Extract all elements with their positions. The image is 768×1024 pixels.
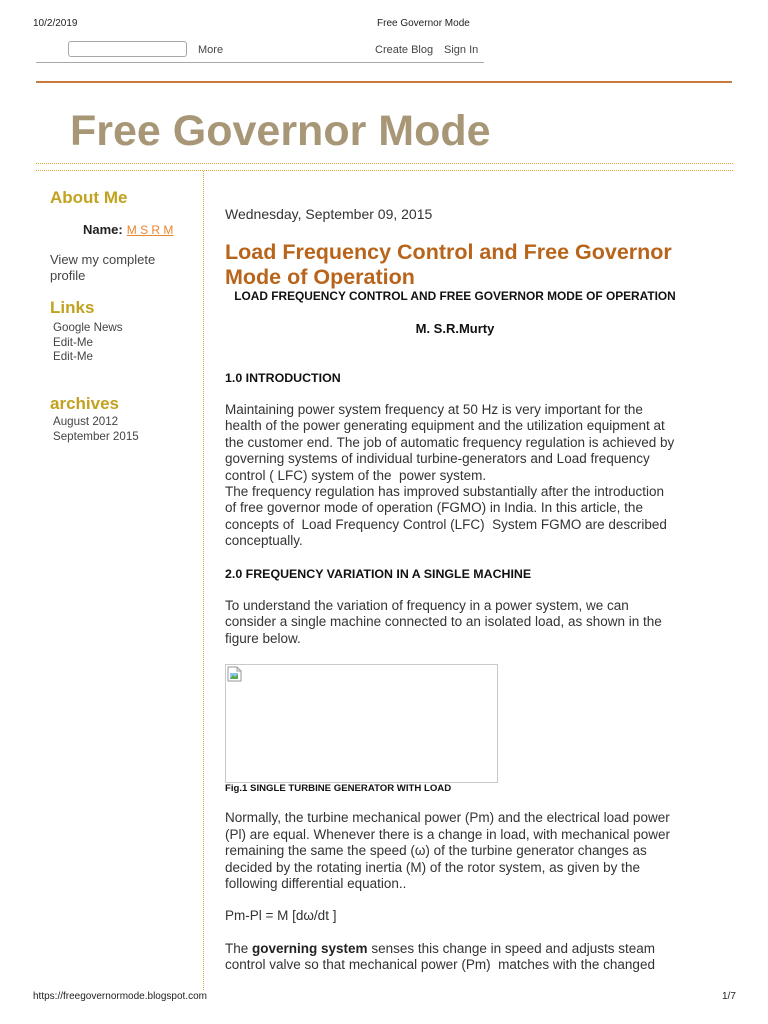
post-subtitle: LOAD FREQUENCY CONTROL AND FREE GOVERNOR MODE OF OPERATION: [234, 289, 676, 303]
archives-heading: archives: [50, 394, 119, 413]
name-label: Name:: [83, 222, 123, 237]
profile-name-link[interactable]: M S R M: [126, 223, 174, 237]
paragraph-line: following differential equation..: [225, 876, 407, 891]
section-heading-introduction: 1.0 INTRODUCTION: [225, 371, 341, 385]
archive-september-2015[interactable]: September 2015: [53, 429, 139, 443]
print-date: 10/2/2019: [33, 18, 78, 29]
paragraph-line: health of the power generating equipment and the utilization equipment at: [225, 418, 665, 434]
archive-august-2012[interactable]: August 2012: [53, 415, 119, 428]
links-list: [53, 321, 123, 365]
profile-name-row: [83, 222, 173, 238]
print-page-number: 1/7: [722, 991, 736, 1002]
paragraph-line: [225, 941, 655, 957]
content-dotted-divider: [36, 170, 733, 171]
search-input[interactable]: [68, 41, 187, 57]
paragraph-line: governing systems of individual turbine-generators and Load frequency: [225, 451, 650, 467]
line-text: senses this change in speed and adjusts steam: [367, 941, 655, 956]
post-date: Wednesday, September 09, 2015: [225, 206, 433, 222]
archives-list: [53, 415, 139, 444]
header-dotted-divider: [36, 163, 733, 164]
paragraph-line: remaining the same the speed (ω) of the turbine generator changes as: [225, 843, 647, 858]
post-author: M. S.R.Murty: [415, 321, 495, 336]
figure-image: [225, 664, 498, 783]
line-text: The: [225, 941, 253, 956]
paragraph-line: concepts of Load Frequency Control (LFC) System FGMO are described: [225, 516, 667, 532]
sidebar-dotted-divider: [203, 171, 204, 990]
print-footer-url: https://freegovernormode.blogspot.com: [33, 991, 207, 1002]
link-edit-me-2[interactable]: Edit-Me: [53, 350, 93, 363]
introduction-paragraph: [225, 402, 674, 550]
figure-caption: Fig.1 SINGLE TURBINE GENERATOR WITH LOAD: [225, 783, 452, 794]
paragraph-line: Normally, the turbine mechanical power (Pm) and the electrical load power: [225, 810, 670, 825]
paragraph-line: decided by the rotating inertia (M) of the rotor system, as given by the: [225, 859, 640, 875]
turbine-power-paragraph: [225, 810, 670, 893]
paragraph-line: Maintaining power system frequency at 50 Hz is very important for the: [225, 402, 643, 417]
equation: Pm-Pl = M [dω/dt ]: [225, 908, 337, 923]
paragraph-line: consider a single machine connected to an isolated load, as shown in the: [225, 614, 662, 630]
frequency-variation-paragraph: [225, 598, 662, 647]
paragraph-line: control ( LFC) system of the power system.: [225, 467, 487, 483]
post-title[interactable]: Load Frequency Control and Free Governor Mode of Operation: [225, 240, 672, 289]
paragraph-line: the customer end. The job of automatic frequency regulation is achieved by: [225, 434, 675, 450]
blog-title[interactable]: Free Governor Mode: [70, 107, 491, 155]
paragraph-line: To understand the variation of frequency in a power system, we can: [225, 598, 629, 613]
governing-system-paragraph: [225, 941, 655, 974]
more-link[interactable]: More: [198, 44, 224, 56]
about-me-heading: About Me: [50, 188, 128, 207]
create-blog-link[interactable]: Create Blog: [375, 44, 434, 56]
link-google-news[interactable]: Google News: [53, 321, 123, 334]
paragraph-line: control valve so that mechanical power (Pm) matches with the changed: [225, 957, 655, 973]
bold-term: governing system: [252, 941, 368, 956]
header-rule: [36, 81, 732, 83]
print-title: Free Governor Mode: [377, 18, 470, 29]
links-heading: Links: [50, 298, 95, 317]
paragraph-line: conceptually.: [225, 533, 303, 549]
paragraph-line: figure below.: [225, 630, 301, 646]
navbar-divider: [36, 62, 484, 63]
view-profile-link[interactable]: View my complete profile: [50, 252, 156, 283]
section-heading-frequency-variation: 2.0 FREQUENCY VARIATION IN A SINGLE MACHINE: [225, 567, 532, 581]
paragraph-line: (Pl) are equal. Whenever there is a change in load, with mechanical power: [225, 826, 670, 842]
paragraph-line: The frequency regulation has improved substantially after the introduction: [225, 484, 665, 500]
sign-in-link[interactable]: Sign In: [444, 44, 479, 56]
link-edit-me[interactable]: Edit-Me: [53, 335, 93, 349]
paragraph-line: of free governor mode of operation (FGMO) in India. In this article, the: [225, 500, 643, 516]
broken-image-icon: [227, 666, 242, 682]
